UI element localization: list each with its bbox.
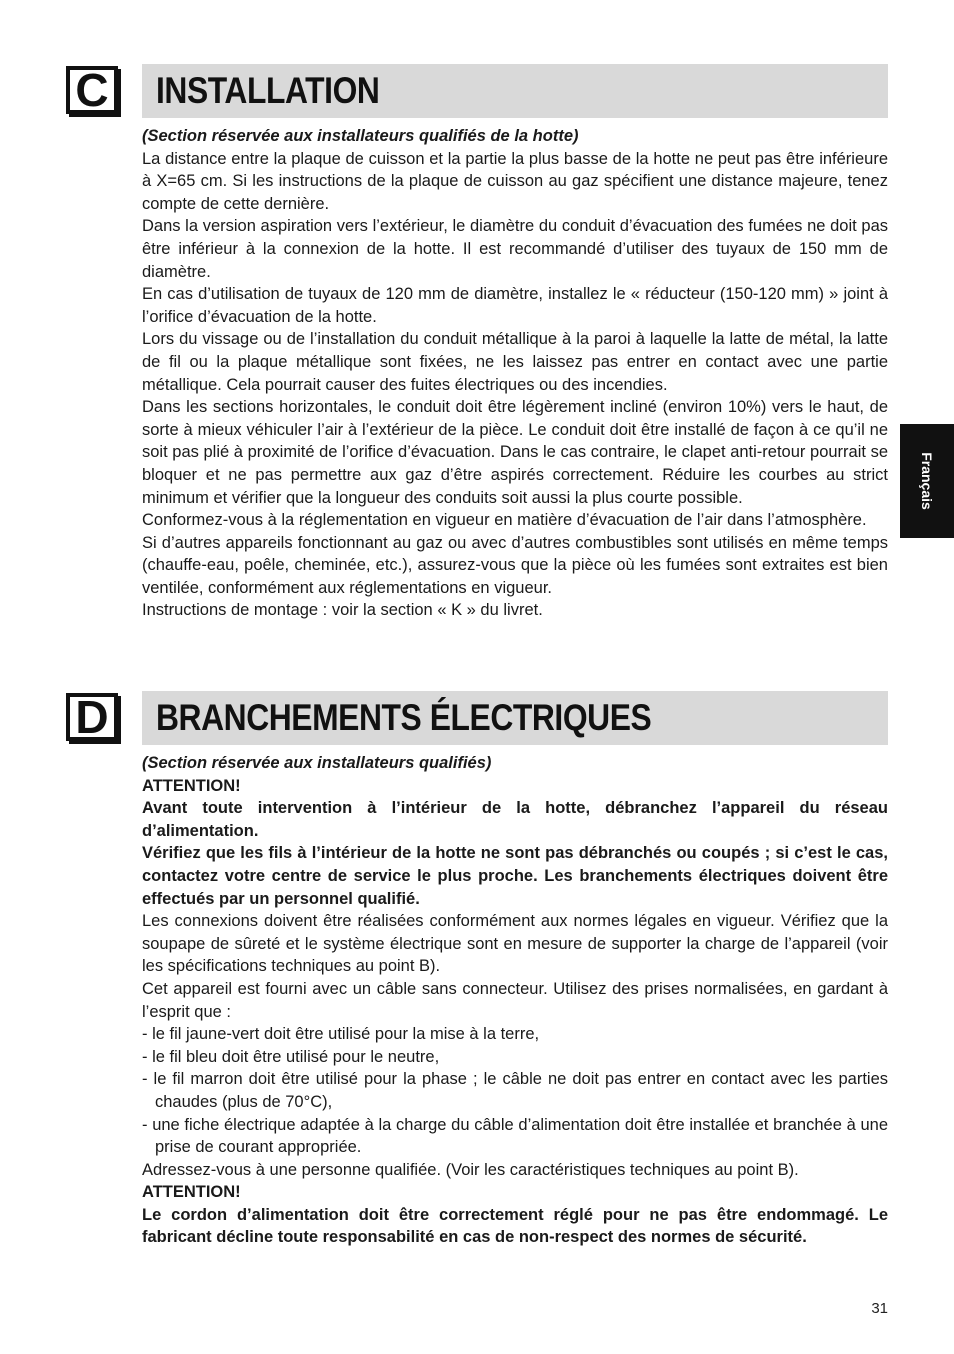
attention-heading: ATTENTION! (142, 776, 241, 795)
section-c-paragraph: Instructions de montage : voir la section « K » du livret. (142, 601, 543, 620)
section-c-letter-box (66, 66, 118, 114)
section-d-letter: D (75, 691, 109, 743)
warning-text: Vérifiez que les fils à l’intérieur de la hotte ne sont pas débranchés ou coupés ; si c’est le cas, contactez votre centre de service le plus proche. Les branchements électriques doivent être effectués par un personnel qualifié. (142, 844, 888, 908)
section-c-title: INSTALLATION (156, 70, 380, 111)
section-c-paragraph: Dans les sections horizontales, le conduit doit être légèrement incliné (environ 10%) vers le haut, de sorte à mieux véhiculer l’air à l’extérieur de la pièce. Le conduit doit être installé de façon à ce qu’il ne soit pas plié à proximité de l’orifice d’évacuation. Dans le cas contraire, le clapet anti-retour pourrait se bloquer et ne pas permettre aux gaz d’être aspirés correctement. Réduire les courbes au strict minimum et vérifier que la longueur des conduits soit aussi la plus courte possible. (142, 398, 888, 507)
list-item: - le fil jaune-vert doit être utilisé pour la mise à la terre, (142, 1025, 540, 1044)
section-d-body (142, 752, 888, 1249)
list-item: - le fil bleu doit être utilisé pour le neutre, (142, 1047, 440, 1066)
section-c-subtitle: (Section réservée aux installateurs qualifiés de la hotte) (142, 127, 579, 145)
page-number: 31 (871, 1300, 888, 1317)
section-c-body (142, 125, 888, 622)
section-c-letter: C (75, 64, 109, 116)
section-c-paragraph: Si d’autres appareils fonctionnant au gaz ou avec d’autres combustibles sont utilisés en même temps (chauffe-eau, poêle, cheminée, etc.), assurez-vous que la pièce où les fumées sont extraites est bien ventilée, conformément aux réglementations en vigueur. (142, 533, 888, 597)
section-d-letter-box (66, 693, 118, 741)
section-c-paragraph: Conformez-vous à la réglementation en vigueur en matière d’évacuation de l’air dans l’atmosphère. (142, 511, 867, 530)
section-d-title: BRANCHEMENTS ÉLECTRIQUES (156, 697, 652, 738)
section-c-header-bar (142, 64, 888, 118)
list-item: - une fiche électrique adaptée à la charge du câble d’alimentation doit être installée et branchée à une prise de courant appropriée. (142, 1115, 888, 1157)
section-d-subtitle: (Section réservée aux installateurs qualifiés) (142, 754, 492, 772)
section-c-paragraph: En cas d’utilisation de tuyaux de 120 mm de diamètre, installez le « réducteur (150-120 mm) » joint à l’orifice d’évacuation de la hotte. (142, 285, 888, 326)
section-c-paragraph: Lors du vissage ou de l’installation du conduit métallique à la paroi à laquelle la latte de métal, la latte de fil ou la plaque métallique sont fixées, ne les laissez pas entrer en contact avec une partie métallique. Cela pourrait causer des fuites électriques ou des incendies. (142, 330, 888, 394)
language-tab (900, 424, 954, 538)
warning-text: Avant toute intervention à l’intérieur de la hotte, débranchez l’appareil du réseau d’alimentation. (142, 799, 888, 840)
section-d-paragraph: Cet appareil est fourni avec un câble sans connecteur. Utilisez des prises normalisées, en gardant à l’esprit que : (142, 979, 888, 1021)
section-d-paragraph: Les connexions doivent être réalisées conformément aux normes légales en vigueur. Vérifiez que la soupape de sûreté et le système électrique sont en mesure de supporter la charge de l’appareil (voir les spécifications techniques au point B). (142, 912, 888, 976)
attention-heading: ATTENTION! (142, 1183, 241, 1202)
warning-text: Le cordon d’alimentation doit être correctement réglé pour ne pas être endommagé. Le fabricant décline toute responsabilité en cas de non-respect des normes de sécurité. (142, 1205, 888, 1247)
section-d-paragraph: Adressez-vous à une personne qualifiée. (Voir les caractéristiques techniques au point B). (142, 1160, 799, 1179)
list-item: - le fil marron doit être utilisé pour la phase ; le câble ne doit pas entrer en contact avec les parties chaudes (plus de 70°C), (142, 1070, 888, 1111)
section-c-paragraph: Dans la version aspiration vers l’extérieur, le diamètre du conduit d’évacuation des fumées ne doit pas être inférieur à la connexion de la hotte. Il est recommandé d’utiliser des tuyaux de 150 mm de diamètre. (142, 217, 888, 281)
section-d-header-bar (142, 691, 888, 745)
section-c-paragraph: La distance entre la plaque de cuisson et la partie la plus basse de la hotte ne peut pas être inférieure à X=65 cm. Si les instructions de la plaque de cuisson au gaz spécifient une distance majeure, tenez compte de cette dernière. (142, 149, 888, 213)
language-tab-label: Français (919, 452, 935, 510)
